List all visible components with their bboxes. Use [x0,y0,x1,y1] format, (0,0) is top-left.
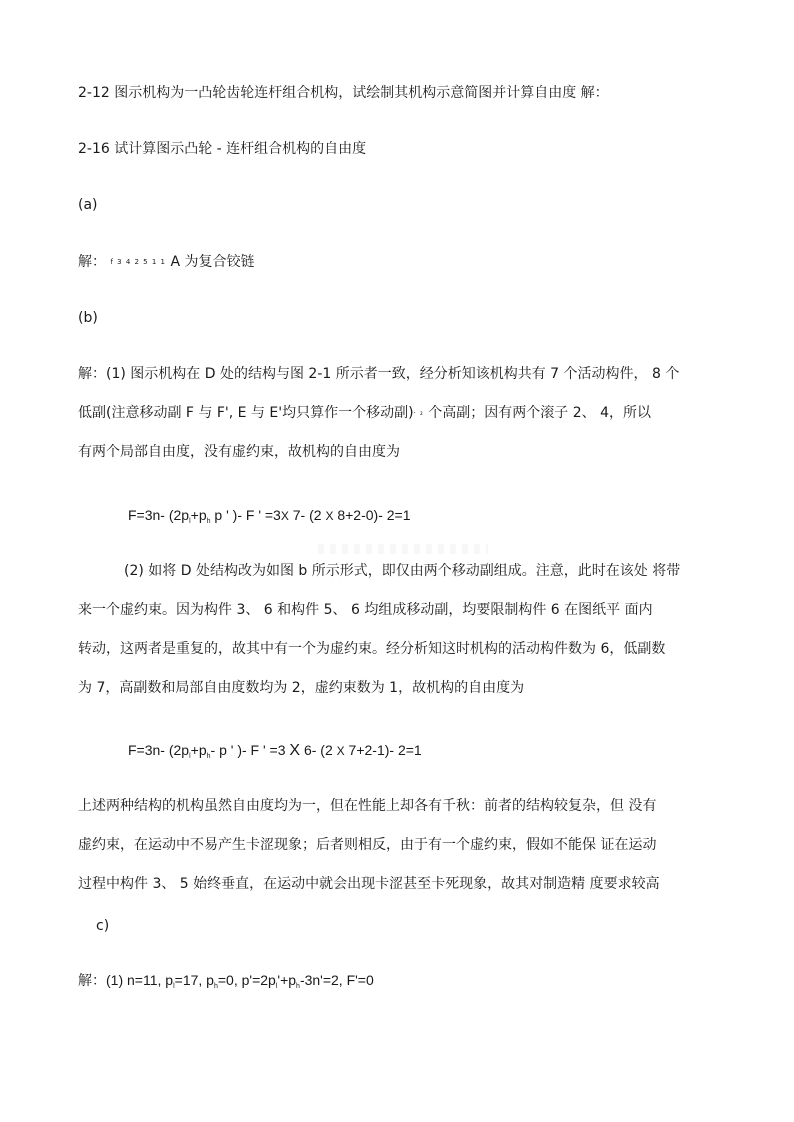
multiply-sign: X [289,742,301,759]
part-c-label: c) [96,918,110,934]
para1-line2-end: 个高副；因有两个滚子 2、 4，所以 [423,405,652,421]
formula2-part: 7+2-1)- 2=1 [344,742,422,758]
sol-c-sub: h [296,983,300,990]
multiply-sign: X [280,509,289,523]
para3-line1: 上述两种结构的机构虽然自由度均为一，但在性能上却各有千秋：前者的结构较复杂，但 没有 [78,798,657,814]
sol-c-part: '+p [277,972,297,988]
scan-artifact [318,544,488,554]
problem-2-12-heading: 2-12 图示机构为一凸轮齿轮连杆组合机构，试绘制其机构示意简图并计算自由度 解： [78,85,609,101]
formula2-part: +p [190,742,207,758]
formula-1 [128,506,411,525]
para3-line3: 过程中构件 3、 5 始终垂直，在运动中就会出现卡涩甚至卡死现象，故其对制造精 度要求较高 [78,876,660,892]
formula1-part: 8+2-0)- 2=1 [333,507,411,523]
part-a-label: (a) [78,197,98,213]
para3-line2: 虚约束，在运动中不易产生卡涩现象；后者则相反，由于有一个虚约束，假如不能保 证在运动 [78,837,657,853]
multiply-sign: X [325,509,334,523]
para2-line1: (2) 如将 D 处结构改为如图 b 所示形式，即仅由两个移动副组成。注意，此时在该处 将带 [124,563,681,579]
formula2-sub-h: h [206,753,211,760]
sol-c-part: n=11, p [123,972,174,988]
para1-line1: 解：(1) 图示机构在 D 处的结构与图 2-1 所示者一致，经分析知该机构共有 7 个活动构件， 8 个 [78,366,680,382]
para1-line3: 有两个局部自由度，没有虚约束，故机构的自由度为 [78,444,400,460]
formula2-part: F=3n- (2p [128,742,190,758]
para2-line4: 为 7，高副数和局部自由度数均为 2，虚约束数为 1，故机构的自由度为 [78,680,525,696]
sol-c-sub: l [173,983,175,990]
solution-prefix: 解： [78,254,106,270]
formula1-sub-l: l [189,518,191,525]
sol-c-sub: h [213,983,218,990]
sol-c-part: =17, p [174,972,214,988]
compound-hinge-note: A 为复合铰链 [170,254,255,270]
solution-prefix: 解：(1) [78,972,124,988]
problem-2-16-heading: 2-16 试计算图示凸轮 - 连杆组合机构的自由度 [78,141,367,157]
formula1-part: 7- (2 [288,507,322,523]
formula1-part: +p [190,507,207,523]
sol-c-sub: l [275,983,278,990]
multiply-sign: X [336,744,345,758]
para1-line2 [78,404,651,422]
para2-line3: 转动，这两者是重复的，故其中有一个为虚约束。经分析知这时机构的活动构件数为 6，低副数 [78,641,666,657]
formula1-part: F=3n- (2p [128,507,190,523]
part-a-solution [78,253,254,271]
formula2-sub-l: l [189,753,191,760]
para1-tiny-mark: · ₂ [413,409,424,417]
para2-line2: 来一个虚约束。因为构件 3、 6 和构件 5、 6 均组成移动副，均要限制构件 6 在图纸平 面内 [78,602,653,618]
formula-2 [128,741,422,760]
part-b-label: (b) [78,310,98,326]
part-c-solution [78,971,374,989]
sol-c-part: -3n'=2, F'=0 [299,972,374,988]
formula2-part: 6- (2 [300,742,333,758]
faint-small-text: f 3 4 2 5 1 1 [110,258,166,266]
para1-line2-start: 低副(注意移动副 F 与 F', E 与 E'均只算作一个移动副) [78,405,414,421]
formula2-part: - p ' )- F ' =3 [210,742,286,758]
formula1-part: p ' )- F ' =3 [210,507,281,523]
formula1-sub-h: h [206,518,211,525]
sol-c-part: =0, p'=2p [217,972,276,988]
